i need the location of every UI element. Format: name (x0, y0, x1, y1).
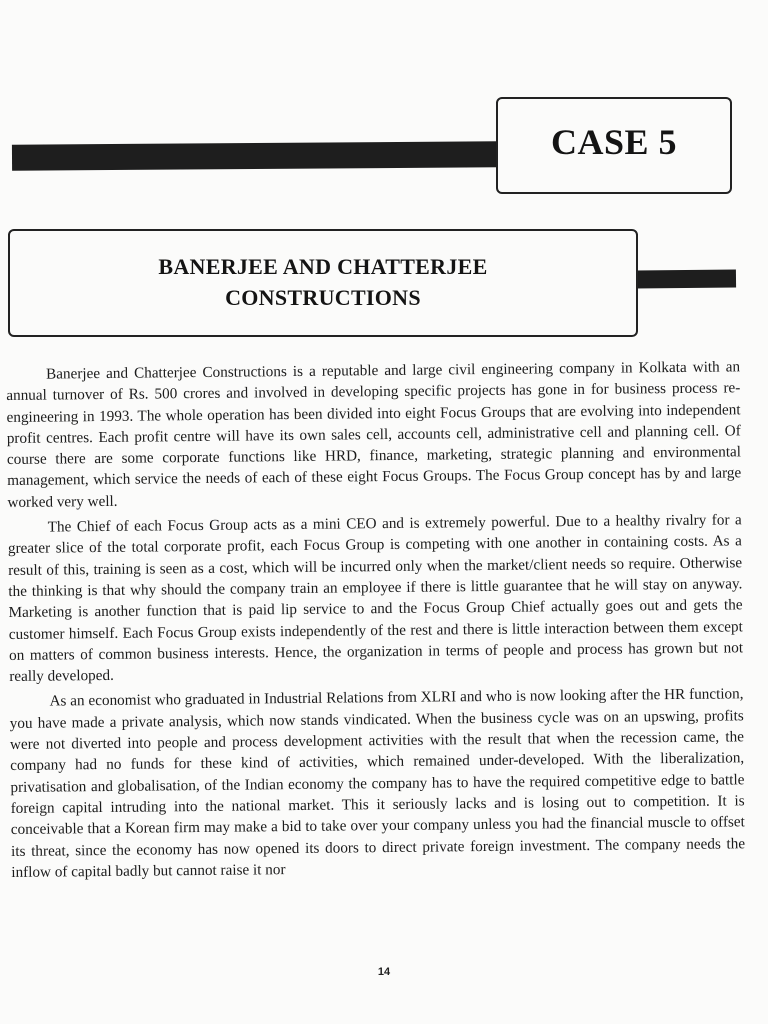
case-title-line-2: CONSTRUCTIONS (225, 285, 421, 310)
case-title-box (8, 229, 638, 337)
body-paragraph-3: As an economist who graduated in Industrial Relations from XLRI and who is now looking after the HR function, you have made a private analysis, which now stands vindicated. When the business cycle was on an upswing, profits were not diverted into people and process development activities with the result that when the recession came, the company had no funds for these kind of activities, which remained under-developed. With the liberalization, privatisation and globalisation, of the Indian economy the company has to have the required competitive edge to battle foreign capital intruding into the national market. This it seriously lacks and is losing out to competition. It is conceivable that a Korean firm may make a bid to take over your company unless you had the financial muscle to offset its threat, since the economy has now opened its doors to direct private foreign investment. The company needs the inflow of capital badly but cannot raise it nor (9, 685, 746, 881)
case-title-line-1: BANERJEE AND CHATTERJEE (158, 254, 488, 279)
page-number: 14 (377, 966, 391, 978)
case-header-bar (12, 141, 498, 170)
body-paragraph-2: The Chief of each Focus Group acts as a mini CEO and is extremely powerful. Due to a healthy rivalry for a greater slice of the total corporate profit, each Focus Group is competing with one another in containing costs. As a result of this, training is seen as a cost, which will be incurred only when the market/client needs so require. Otherwise the thinking is that why should the company train an employee if there is little guarantee that he will stay on anyway. Marketing is another function that is paid lip service to and the Focus Group Chief actually goes out and gets the customer himself. Each Focus Group exists independently of the rest and there is little interaction between them except on matters of common business interests. Hence, the organization in terms of people and process has grown but not really developed. (7, 511, 744, 686)
case-label-box (496, 97, 732, 194)
body-paragraph-1: Banerjee and Chatterjee Constructions is a reputable and large civil engineering company in Kolkata with an annual turnover of Rs. 500 crores and involved in developing specific projects has gone in for business process re-engineering in 1993. The whole operation has been divided into eight Focus Groups that are evolving into independent profit centres. Each profit centre will have its own sales cell, accounts cell, administrative cell and planning cell. Of course there are some corporate functions like HRD, finance, marketing, strategic planning and environmental management, which service the needs of each of these eight Focus Groups. The Focus Group concept has by and large worked very well. (6, 358, 742, 511)
case-body-text (6, 356, 745, 887)
title-decorative-bar (634, 269, 736, 288)
case-label: CASE 5 (550, 121, 678, 162)
